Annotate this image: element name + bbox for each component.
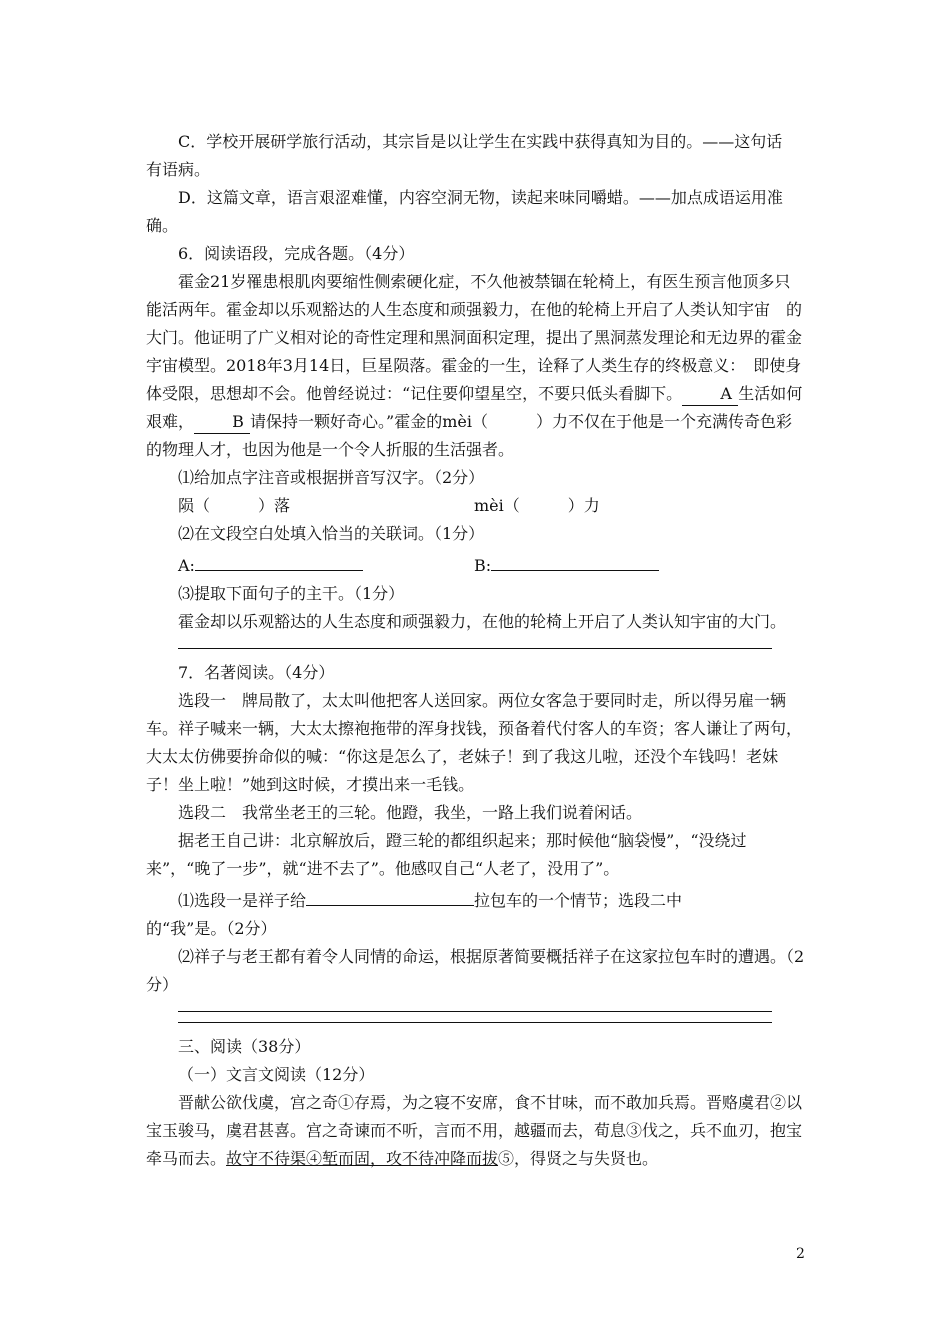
- answer-blank-a[interactable]: [195, 548, 363, 571]
- page-number: 2: [796, 1246, 805, 1262]
- blank-a[interactable]: A: [682, 383, 738, 406]
- answer-line[interactable]: [178, 648, 772, 649]
- option-c-line2: 有语病。: [146, 160, 211, 179]
- passage-text-mid1: 生活如何艰难，: [146, 384, 803, 431]
- q7-sub1-blank[interactable]: [306, 883, 474, 906]
- q6-sub1-b[interactable]: mèi（ ）力: [474, 496, 600, 515]
- q6-sub2: ⑵在文段空白处填入恰当的关联词。（1分）: [178, 524, 485, 543]
- answer-line[interactable]: [178, 1011, 772, 1012]
- q6-sub1: ⑴给加点字注音或根据拼音写汉字。（2分）: [178, 468, 485, 487]
- q7-sub1-text-a: ⑴选段一是祥子给: [178, 891, 307, 910]
- q6-sub2-b: [474, 548, 770, 580]
- classical-text: 晋献公欲伐虞，宫之奇①存焉，为之寝不安席，食不甘味，而不敢加兵焉。晋赂虞君②以宝玉骏马，虞君甚喜。宫之奇谏而不听，言而不用，越疆而去，荀息③伐之，兵不血刃，抱宝牵马而去。: [146, 1093, 803, 1168]
- page-content: [146, 128, 806, 1173]
- passage-text-mid2: 请保持一颗好奇心。”霍金的mèi（ ）力不仅在于他是一个充满传奇色彩的物理人才，也因为他是一个令人折服的生活强者。: [146, 412, 792, 459]
- classical-passage: [146, 1089, 806, 1173]
- q7-sub1-text-b: 拉包车的一个情节；选段二中的“我”是: [146, 891, 683, 938]
- q6-sub3-sentence: 霍金却以乐观豁达的人生态度和顽强毅力，在他的轮椅上开启了人类认知宇宙的大门。: [178, 612, 787, 631]
- option-d-line1: D．这篇文章，语言艰涩难懂，内容空洞无物，读起来味同嚼蜡。——加点成语运用准: [178, 188, 783, 207]
- q6-sub2-b-label: B:: [474, 556, 492, 575]
- section-3-part-1: （一）文言文阅读（12分）: [178, 1065, 375, 1084]
- question-7-heading: 7．名著阅读。（4分）: [178, 663, 335, 682]
- option-d-line2: 确。: [146, 216, 179, 235]
- q6-sub2-a: [178, 548, 474, 580]
- question-6-heading: 6．阅读语段，完成各题。（4分）: [178, 244, 415, 263]
- q7-excerpt-1: 选段一 牌局散了，太太叫他把客人送回家。两位女客急于要同时走，所以得另雇一辆车。祥子喊来一辆，大太太擦袍拖带的浑身找钱，预备着代付客人的车资；客人谦让了两句，大太太仿佛要拚命似的喊：“你这是怎么了，老妹子！到了我这儿啦，还没个车钱吗！老妹子！坐上啦！”她到这时候，才摸出来一毛钱。: [146, 691, 803, 794]
- classical-text-tail: ⑤，得贤之与失贤也。: [498, 1149, 659, 1168]
- q7-excerpt-2-cont: 据老王自己讲：北京解放后，蹬三轮的都组织起来；那时候他“脑袋慢”，“没绕过来”，“晚了一步”，就“进不去了”。他感叹自己“人老了，没用了”。: [146, 831, 747, 878]
- q6-sub2-a-label: A:: [178, 556, 195, 575]
- q7-sub2: ⑵祥子与老王都有着令人同情的命运，根据原著简要概括祥子在这家拉包车时的遭遇。（2分）: [146, 947, 805, 994]
- q6-sub2-answers: [146, 548, 806, 580]
- q6-sub3: ⑶提取下面句子的主干。（1分）: [178, 584, 405, 603]
- option-c-line1: C．学校开展研学旅行活动，其宗旨是以让学生在实践中获得真知为目的。——这句话: [178, 132, 783, 151]
- q7-sub1: [146, 883, 806, 943]
- q7-sub1-text-c: 。（2分）: [210, 919, 277, 938]
- answer-blank-b[interactable]: [491, 548, 659, 571]
- section-3-heading: 三、阅读（38分）: [178, 1037, 311, 1056]
- passage-text: 霍金21岁罹患根肌肉要缩性侧索硬化症，不久他被禁锢在轮椅上，有医生预言他顶多只能活两年。霍金却以乐观豁达的人生态度和顽强毅力，在他的轮椅上开启了人类认知宇宙 的大门。他证明了广义相对论的奇性定理和黑洞面积定理，提出了黑洞蒸发理论和无边界的霍金宇宙模型。2018年3月14日，巨星陨落。霍金的一生，诠释了人类生存的终极意义： 即使身体受限，思想却不会。他曾经说过：“记住要仰望星空，不要只低头看脚下。: [146, 272, 803, 403]
- q7-excerpt-2: 选段二 我常坐老王的三轮。他蹬，我坐，一路上我们说着闲话。: [178, 803, 643, 822]
- q6-sub1-a[interactable]: 陨（ ）落: [178, 496, 291, 515]
- answer-line[interactable]: [178, 1022, 772, 1023]
- blank-b[interactable]: B: [194, 411, 250, 434]
- q6-sub1-answers: [146, 492, 806, 520]
- underlined-sentence: 故守不待渠④堑而固，攻不待冲降而拔: [226, 1149, 499, 1168]
- question-6-passage: [146, 268, 806, 464]
